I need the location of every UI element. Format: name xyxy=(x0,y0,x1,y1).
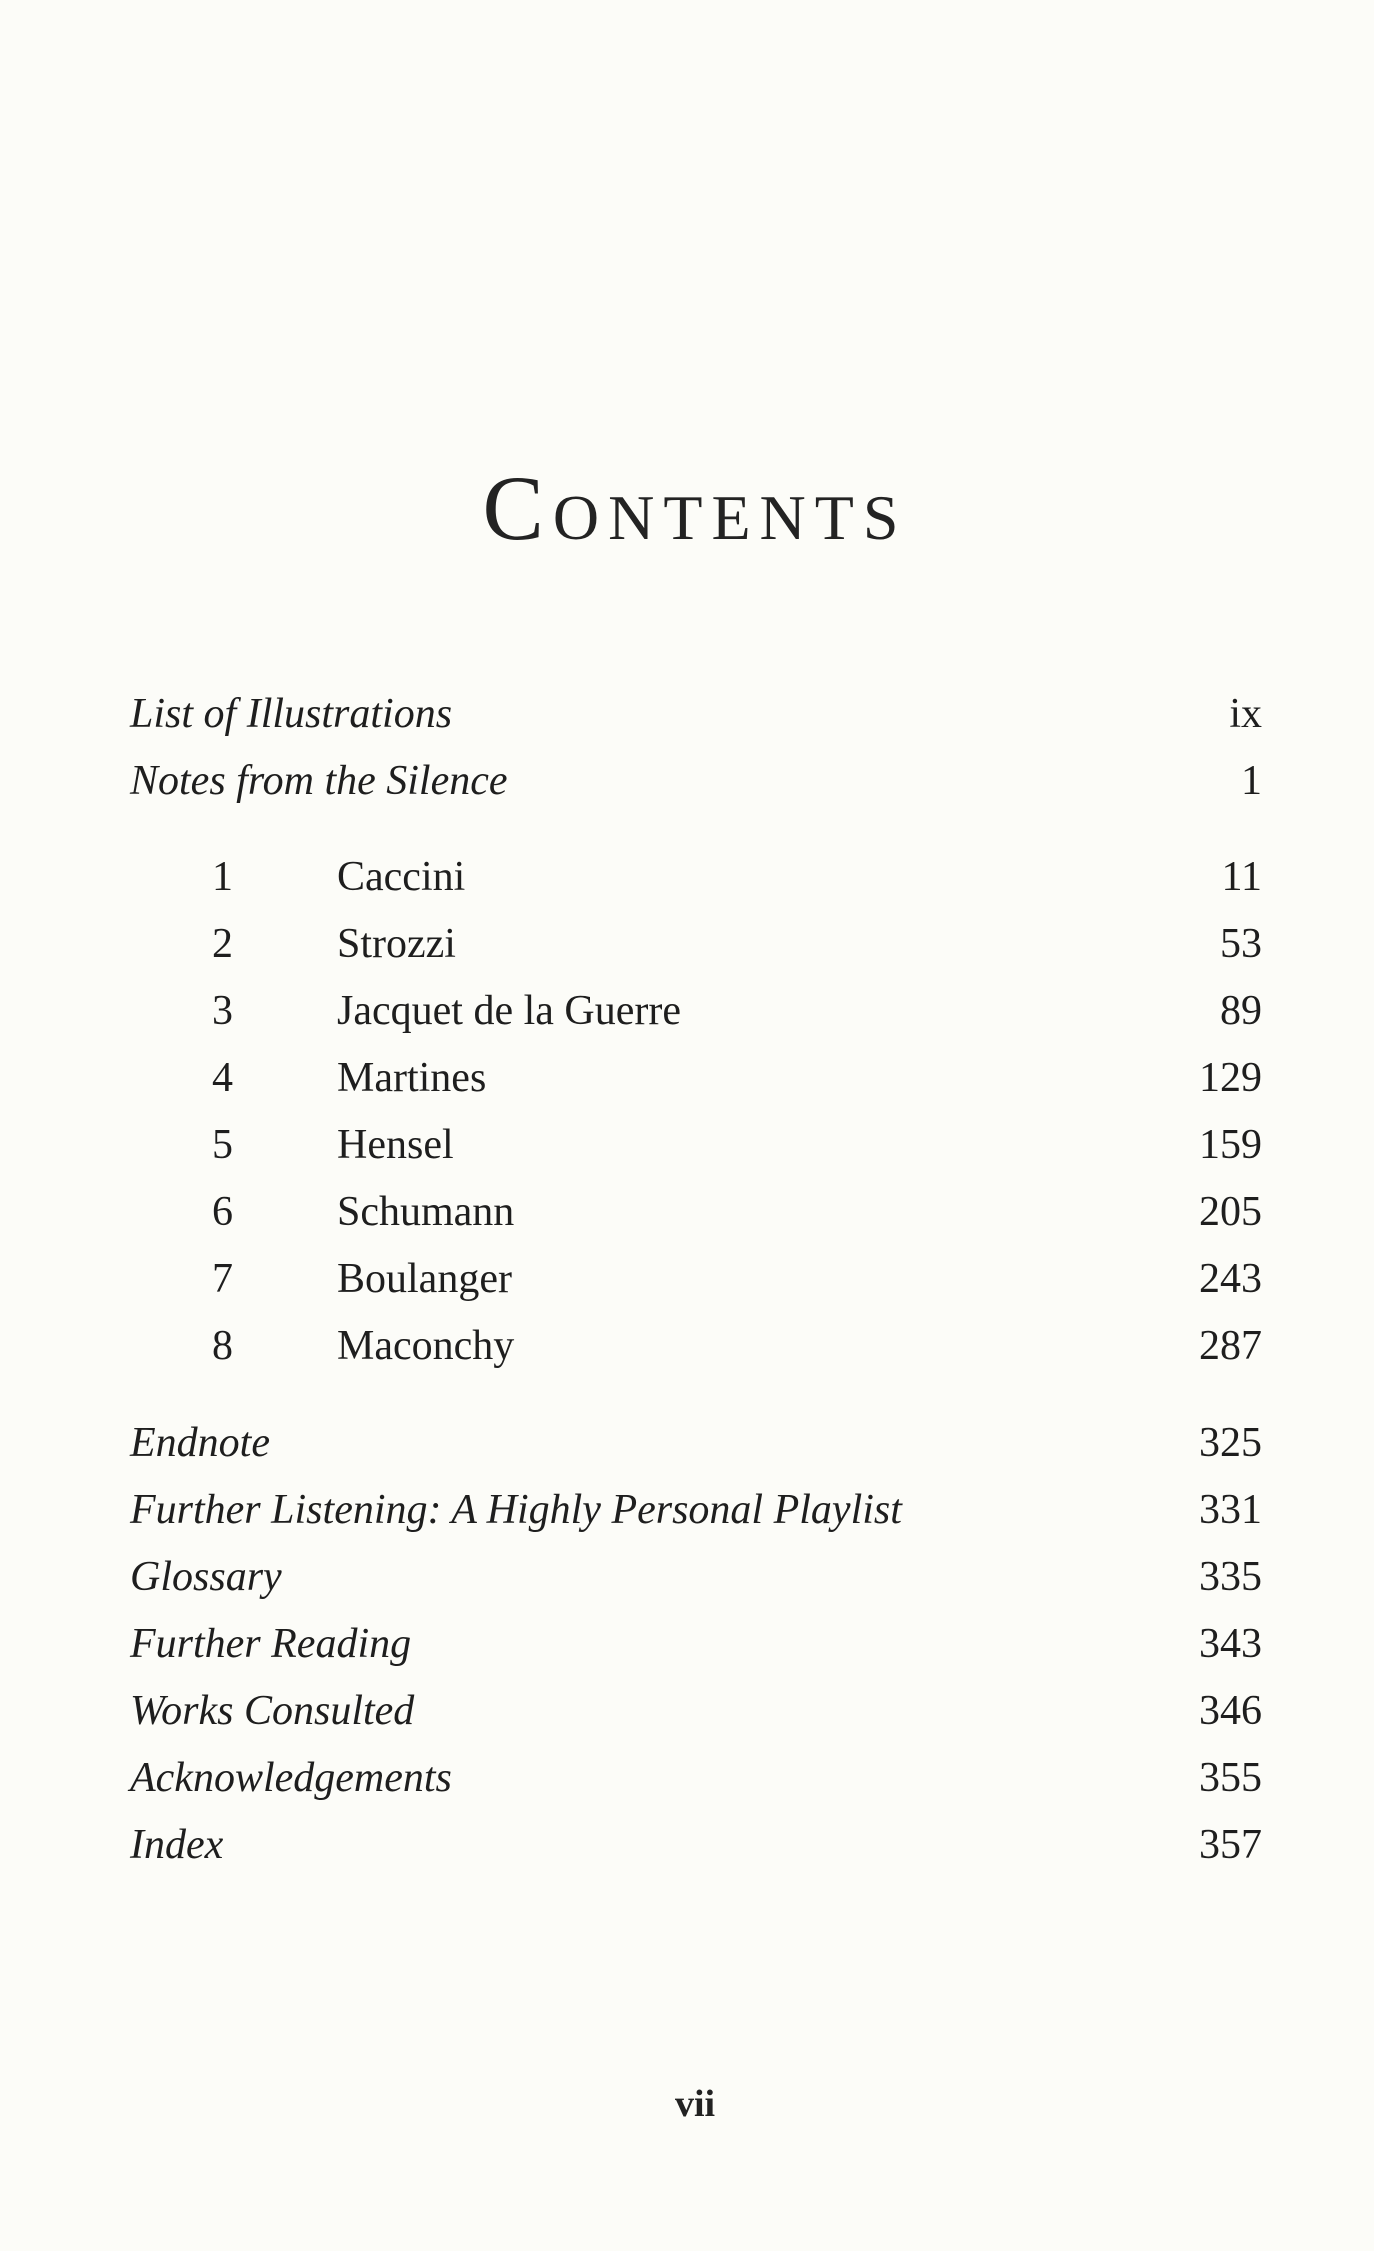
chapter-number: 2 xyxy=(212,921,233,967)
toc-chapter-1[interactable] xyxy=(130,851,1262,903)
chapter-title: Strozzi xyxy=(337,921,456,967)
toc-entry-page: ix xyxy=(1229,691,1262,737)
chapter-number: 4 xyxy=(212,1055,233,1101)
toc-chapter-7[interactable] xyxy=(130,1253,1262,1305)
toc-entry-page: 357 xyxy=(1199,1822,1262,1868)
toc-entry-index[interactable] xyxy=(130,1819,1262,1871)
toc-entry-notes-from-the-silence[interactable] xyxy=(130,755,1262,807)
toc-entry-works-consulted[interactable] xyxy=(130,1685,1262,1737)
chapter-number: 6 xyxy=(212,1189,233,1235)
toc-entry-page: 355 xyxy=(1199,1755,1262,1801)
toc-chapter-5[interactable] xyxy=(130,1119,1262,1171)
toc-entry-page: 325 xyxy=(1199,1420,1262,1466)
toc-entry-title: Endnote xyxy=(130,1420,270,1466)
toc-entry-title: Acknowledgements xyxy=(130,1755,452,1801)
toc-entry-title: Further Reading xyxy=(130,1621,412,1667)
chapter-page: 159 xyxy=(1199,1122,1262,1168)
page-number: vii xyxy=(674,2083,716,2125)
page-title: Contents xyxy=(482,456,908,559)
toc-chapter-8[interactable] xyxy=(130,1320,1262,1372)
toc-entry-title: Index xyxy=(130,1822,224,1868)
chapter-number: 7 xyxy=(212,1256,233,1302)
toc-entry-page: 331 xyxy=(1199,1487,1262,1533)
chapter-number: 1 xyxy=(212,854,233,900)
chapter-title: Caccini xyxy=(337,854,466,900)
toc-entry-page: 335 xyxy=(1199,1554,1262,1600)
chapter-page: 243 xyxy=(1199,1256,1262,1302)
toc-entry-title: Further Listening: A Highly Personal Playlist xyxy=(130,1487,902,1533)
toc-chapter-4[interactable] xyxy=(130,1052,1262,1104)
toc-entry-page: 1 xyxy=(1241,758,1262,804)
toc-entry-further-reading[interactable] xyxy=(130,1618,1262,1670)
chapter-page: 129 xyxy=(1199,1055,1262,1101)
toc-chapter-3[interactable] xyxy=(130,985,1262,1037)
chapter-title: Boulanger xyxy=(337,1256,512,1302)
toc-entry-title: List of Illustrations xyxy=(130,691,453,737)
toc-entry-page: 346 xyxy=(1199,1688,1262,1734)
chapter-page: 287 xyxy=(1199,1323,1262,1369)
chapter-page: 89 xyxy=(1220,988,1262,1034)
chapter-title: Jacquet de la Guerre xyxy=(337,988,681,1034)
toc-entry-endnote[interactable] xyxy=(130,1417,1262,1469)
toc-chapter-2[interactable] xyxy=(130,918,1262,970)
chapter-number: 5 xyxy=(212,1122,233,1168)
toc-entry-title: Works Consulted xyxy=(130,1688,415,1734)
toc-entry-acknowledgements[interactable] xyxy=(130,1752,1262,1804)
chapter-number: 3 xyxy=(212,988,233,1034)
toc-entry-title: Glossary xyxy=(130,1554,282,1600)
chapter-page: 11 xyxy=(1221,854,1262,900)
chapter-number: 8 xyxy=(212,1323,233,1369)
chapter-title: Hensel xyxy=(337,1122,454,1168)
chapter-title: Maconchy xyxy=(337,1323,515,1369)
toc-entry-list-of-illustrations[interactable] xyxy=(130,688,1262,740)
toc-entry-page: 343 xyxy=(1199,1621,1262,1667)
toc-entry-glossary[interactable] xyxy=(130,1551,1262,1603)
chapter-page: 53 xyxy=(1220,921,1262,967)
chapter-title: Schumann xyxy=(337,1189,515,1235)
toc-entry-title: Notes from the Silence xyxy=(130,758,508,804)
toc-chapter-6[interactable] xyxy=(130,1186,1262,1238)
toc-entry-further-listening[interactable] xyxy=(130,1484,1262,1536)
chapter-page: 205 xyxy=(1199,1189,1262,1235)
chapter-title: Martines xyxy=(337,1055,487,1101)
